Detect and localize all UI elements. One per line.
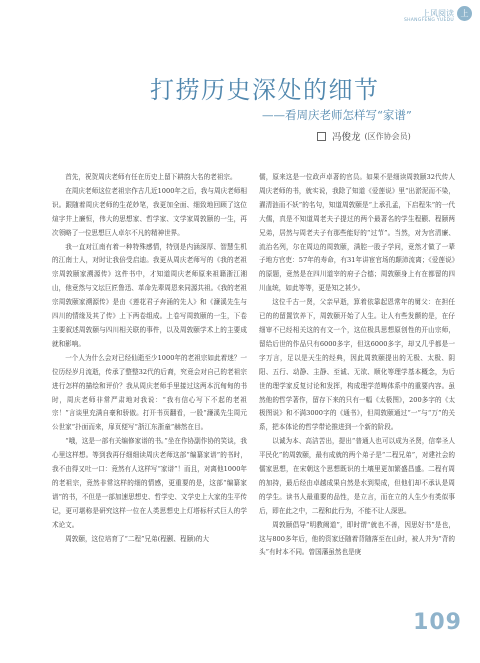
section-name: 上风阅读	[422, 9, 454, 18]
byline	[317, 129, 411, 143]
right-column	[259, 171, 455, 560]
paragraph: 一个人为什么会对已经仙逝至少1000年的老祖宗如此着迷？一位历经岁月流逝，传承了整整32代的后裔，究竟会对自己的老祖宗进行怎样的描绘和评价？我从周庆老师手里接过这两本沉甸甸的书时，周庆老师非常严肃地对我说：“我有信心写下不起的老祖宗！”言谈里充满自豪和骄傲。打开书页翻看，一股“濂溪先生周元公世家”扑面而来，扉页便写“浙江东浙童”赫然在目。	[52, 353, 247, 432]
article-subtitle: ——看周庆老师怎样写“家谱”	[262, 108, 412, 122]
paragraph: 首先，祝贺周庆老师有任在历史上留下耕韵大名的老祖宗。	[65, 173, 237, 181]
section-logo-icon: 上	[457, 6, 472, 21]
left-column	[52, 171, 247, 546]
paragraph: 周敦颐，这位培育了“二程”兄弟(程颢、程颐)的大	[65, 534, 209, 543]
section-header	[354, 4, 472, 26]
paragraph: 在周庆老师这位老祖宗作古几近1000年之后，我与周庆老师相识。跟随着周庆老师的生花妙笔，我更加全面、细致地回顾了这位煊字井上廉恒，伟大的思想家、哲学家、文学家周敦颐的一生，再次领略了一位思想巨人卓尔不凡的精神世界。	[52, 186, 247, 237]
section-name-en: SHANGFENG YUEDU	[403, 18, 454, 23]
page-number: 109	[413, 610, 462, 635]
byline-box-icon	[317, 132, 326, 141]
paragraph: 以诚为本、高洁苦出，提出“普通人也可以成为圣贤，信奉圣人平民化”的周敦颐，最有成就的两个弟子是“二程兄弟”，对建社会的儒家思想，在宋朝这个思想既识的土壤里更加繁盛昌盛。二程有周的加持，最后经由卓越成果自然是水到渠成，但他们却不承认是周的学生。读书人最重要的品性，是立言，而在立的人生少有类似事后，即在此之中，二程和此行为，不能不让人深思。	[259, 437, 455, 515]
paragraph: 这位千古一贤，父亲早逝，算着依靠起恩常年的舅父：在担任已的的留置饮养下，周敦颐开始了人生。让人有些发颤的是，在仔细审不已经相关这的有文一个，这位极具思想原创性的开山宗师，留给后世的作品只有6000多字，但这6000多字，却又几乎都是一字万言，足以是天生的经典，因此周敦颐提出的无极、太极、阴阳、五行、动静、主静、至诚、无欲、顺化等理学基本概念，为后世的理学家反复讨论和发挥，构成理学范畴体系中的重要内容。虽然他的哲学著作，留存下来的只有一幅《太极图》，200多字的《太极图说》和不满3000字的《通书》，但周敦颐通过“一”与“万”的关系，把本体论的哲学带论推进到一个新的阶段。	[259, 298, 455, 432]
paragraph: 儒，原来这是一位政声卓著的官员。如果不是细读周敦颐32代传人周庆老师的书，就实说，我除了知道《爱莲说》里“出淤泥而不染，濯清涟而不妖”的名句，知道周敦颐是“上承孔孟，下启程朱”的一代大儒，真是不知道周老夫子提过的两个最著名的学生程颢、程颐两兄弟，居然与周老夫子有那些能好的“过节”。当然，对为官清廉、流治名列，尔在周边的周敦颐，满腔一股子学问，竟然才做了一辈子地方官吏：57年的寿命，有31年讲宦官场的颠沛流离；《爱莲说》的原题，竟然是在四川道宰的府子合德；周敦颐身上有在都留的四川血统，如此等等，更是知之甚少。	[259, 173, 455, 293]
paragraph: 我一直对江南有着一种特殊感情，特别是内涵深厚、智慧生机的江南士人，对时让我倍受启迪。我更从周庆老师写的《我的老祖宗周敦颐家溯源传》这件书中，才知道周庆老师原来祖籍浙江湘山，他竟然与文坛巨匠鲁迅、革命先辈周恩来同源共祖。《我的老祖宗周敦颐家溯源传》是由《莲花君子奔涌的先人》和《濂溪先生与四川的情缘及其了传》上下两卷组成。上卷写周敦颐的一生，下卷主要叙述周敦颐与四川相关联的事件，以及周敦颐学术上的主要成就和影响。	[52, 242, 247, 348]
paragraph: 周敦颐倡导“明教阙道”，即时谓“就也不善，因思好书”是也，这与800多年后，他的资家还随着背随落至在山时，被人并为“背的头”有时本不同。曾国藩虽然也是庚	[259, 520, 455, 557]
author-name: 冯俊龙	[332, 132, 361, 143]
article-title: 打捞历史深处的细节	[150, 76, 380, 104]
author-affiliation: (区作协会员)	[364, 131, 411, 141]
paragraph: “哦，这是一部有关编修家谱的书。”坐在作协副作协的笑谈，我心里这样想。等到我再仔细细读周庆老师这部“编纂家谱”的书时，我不由得又吐一口：竟然有人这样写“家谱”！而且，对离他1000年的老祖宗，竟然非常这样的细的情感，更重要的是，这部“编纂家谱”的书，不但是一部加速思想史、哲学史、文学史上大家的生平传记，更可堪称是研究这样一位在人类思想史上灯塔标杆式巨人的学术论文。	[52, 437, 247, 529]
